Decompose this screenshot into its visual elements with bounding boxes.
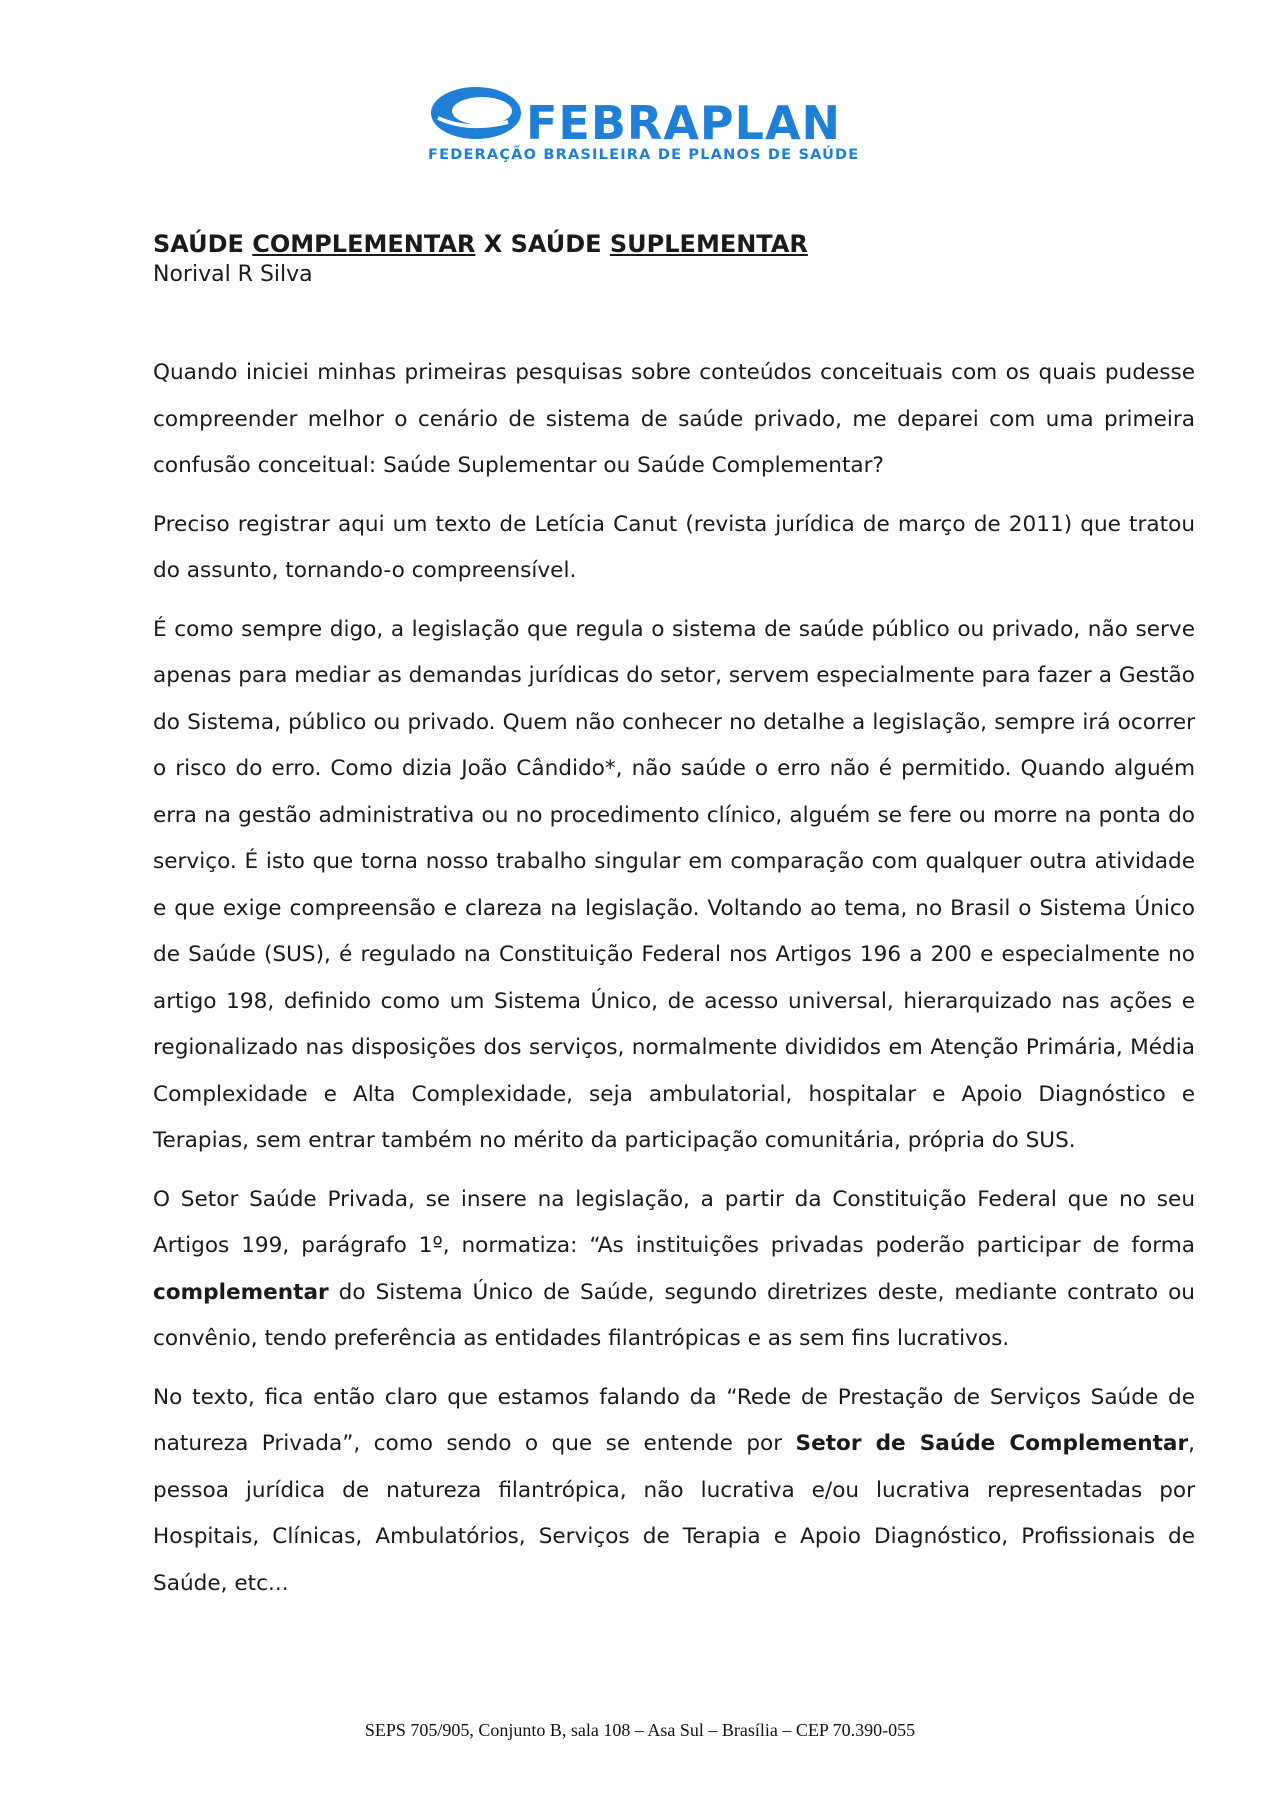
logo-emblem-icon xyxy=(428,82,528,144)
febraplan-logo xyxy=(428,82,860,172)
paragraph-bold-text: Setor de Saúde Complementar xyxy=(795,1431,1189,1456)
logo-subtitle: FEDERAÇÃO BRASILEIRA DE PLANOS DE SAÚDE xyxy=(428,147,860,163)
paragraph-1: Quando iniciei minhas primeiras pesquisas sobre conteúdos conceituais com os quais pudesse compreender melhor o cenário de sistema de saúde privado, me deparei com uma primeira confusão conceitual: Saúde Suplementar ou Saúde Complementar? xyxy=(153,360,1195,478)
paragraph-text: O Setor Saúde Privada, se insere na legislação, a partir da Constituição Federal que no seu Artigos 199, parágrafo 1º, normatiza: “As instituições privadas poderão participar de forma xyxy=(153,1186,1195,1258)
author-name: Norival R Silva xyxy=(153,262,313,287)
logo-wordmark: FEBRAPLAN xyxy=(526,96,842,150)
document-title xyxy=(153,228,1195,260)
paragraph-bold-text: complementar xyxy=(153,1279,329,1305)
paragraph-text: , pessoa jurídica de natureza filantrópica, não lucrativa e/ou lucrativa representadas por Hospitais, Clínicas, Ambulatórios, Serviços de Terapia e Apoio Diagnóstico, Profissionais de Saúde, etc... xyxy=(153,1431,1195,1596)
title-underlined-part: SUPLEMENTAR xyxy=(609,230,808,258)
paragraph-2: Preciso registrar aqui um texto de Letícia Canut (revista jurídica de março de 2011) que tratou do assunto, tornando-o compreensível. xyxy=(153,511,1195,583)
paragraph-4 xyxy=(153,1177,1195,1363)
paragraph-text: No texto, fica então claro que estamos falando da “Rede de Prestação de Serviços Saúde de natureza Privada”, como sendo o que se entende por xyxy=(153,1384,1195,1456)
paragraph-text: do Sistema Único de Saúde, segundo diretrizes deste, mediante contrato ou convênio, tendo preferência as entidades filantrópicas e as sem fins lucrativos. xyxy=(153,1279,1195,1351)
title-part: X SAÚDE xyxy=(475,230,610,258)
paragraph-5 xyxy=(153,1375,1195,1608)
paragraph-3: É como sempre digo, a legislação que regula o sistema de saúde público ou privado, não serve apenas para mediar as demandas jurídicas do setor, servem especialmente para fazer a Gestão do Sistema, público ou privado. Quem não conhecer no detalhe a legislação, sempre irá ocorrer o risco do erro. Como dizia João Cândido*, não saúde o erro não é permitido. Quando alguém erra na gestão administrativa ou no procedimento clínico, alguém se fere ou morre na ponta do serviço. É isto que torna nosso trabalho singular em comparação com qualquer outra atividade e que exige compreensão e clareza na legislação. Voltando ao tema, no Brasil o Sistema Único de Saúde (SUS), é regulado na Constituição Federal nos Artigos 196 a 200 e especialmente no artigo 198, definido como um Sistema Único, de acesso universal, hierarquizado nas ações e regionalizado nas disposições dos serviços, normalmente divididos em Atenção Primária, Média Complexidade e Alta Complexidade, seja ambulatorial, hospitalar e Apoio Diagnóstico e Terapias, sem entrar também no mérito da participação comunitária, própria do SUS. xyxy=(153,616,1195,1153)
page-footer-address: SEPS 705/905, Conjunto B, sala 108 – Asa Sul – Brasília – CEP 70.390-055 xyxy=(364,1720,916,1740)
title-part: SAÚDE xyxy=(153,230,253,258)
title-underlined-part: COMPLEMENTAR xyxy=(252,230,476,258)
document-body xyxy=(153,228,1195,1619)
